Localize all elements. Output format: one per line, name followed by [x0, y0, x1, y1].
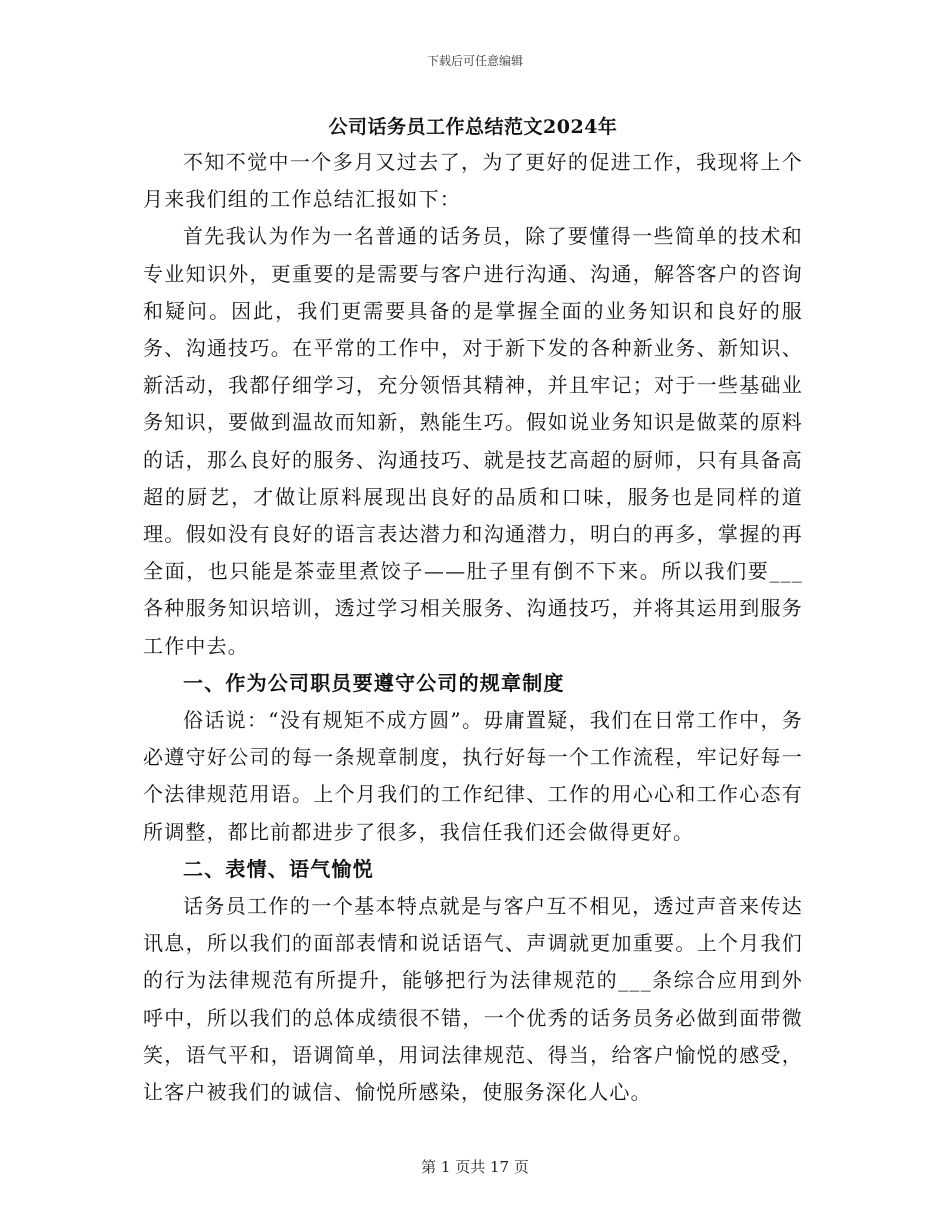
intro-paragraph: 不知不觉中一个多月又过去了，为了更好的促进工作，我现将上个月来我们组的工作总结汇报如下：: [143, 150, 803, 212]
section-heading-2: 二、表情、语气愉悦: [183, 856, 374, 881]
section-2-paragraph: 话务员工作的一个基本特点就是与客户互不相见，透过声音来传达讯息，所以我们的面部表情和说话语气、声调就更加重要。上个月我们的行为法律规范有所提升，能够把行为法律规范的___条综合应用到外呼中，所以我们的总体成绩很不错，一个优秀的话务员务必做到面带微笑，语气平和，语调简单，用词法律规范、得当，给客户愉悦的感受，让客户被我们的诚信、愉悦所感染，使服务深化人心。: [143, 894, 803, 1105]
document-body: [143, 112, 803, 1111]
header-note: 下载后可任意编辑: [426, 54, 523, 68]
page-footer: 第 1 页共 17 页: [421, 1158, 529, 1176]
document-title: 公司话务员工作总结范文2024年: [328, 116, 618, 138]
section-1-paragraph: 俗话说：“没有规矩不成方圆”。毋庸置疑，我们在日常工作中，务必遵守好公司的每一条规章制度，执行好每一个工作流程，牢记好每一个法律规范用语。上个月我们的工作纪律、工作的用心心和工作心态有所调整，都比前都进步了很多，我信任我们还会做得更好。: [143, 708, 803, 844]
section-heading-1: 一、作为公司职员要遵守公司的规章制度: [183, 670, 565, 695]
body-paragraph: 首先我认为作为一名普通的话务员，除了要懂得一些简单的技术和专业知识外，更重要的是需要与客户进行沟通、沟通，解答客户的咨询和疑问。因此，我们更需要具备的是掌握全面的业务知识和良好的服务、沟通技巧。在平常的工作中，对于新下发的各种新业务、新知识、新活动，我都仔细学习，充分领悟其精神，并且牢记；对于一些基础业务知识，要做到温故而知新，熟能生巧。假如说业务知识是做菜的原料的话，那么良好的服务、沟通技巧、就是技艺高超的厨师，只有具备高超的厨艺，才做让原料展现出良好的品质和口味，服务也是同样的道理。假如没有良好的语言表达潜力和沟通潜力，明白的再多，掌握的再全面，也只能是茶壶里煮饺子——肚子里有倒不下来。所以我们要___各种服务知识培训，透过学习相关服务、沟通技巧，并将其运用到服务工作中去。: [143, 224, 803, 658]
